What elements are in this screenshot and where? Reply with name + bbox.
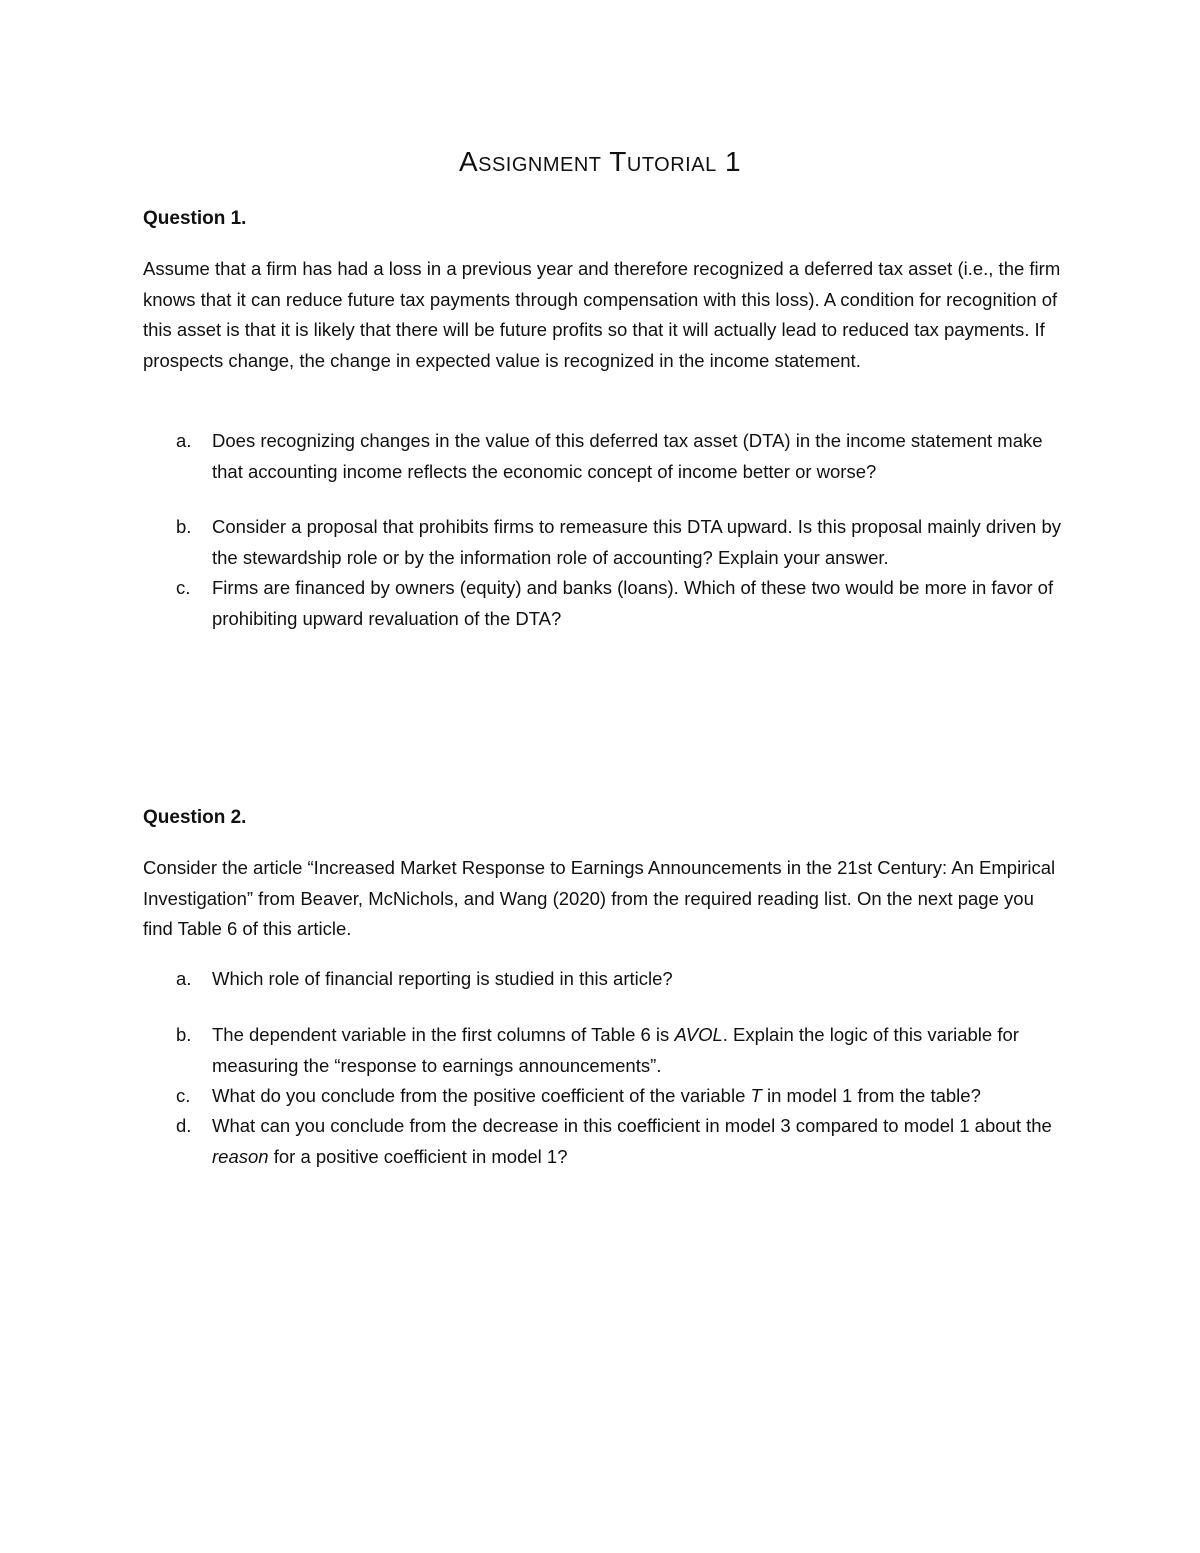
item-text: Which role of financial reporting is studied in this article? (212, 968, 673, 989)
item-letter: a. (176, 430, 192, 451)
item-text-emphasis: AVOL (674, 1024, 723, 1045)
question-1-heading: Question 1. (143, 208, 247, 229)
item-text-emphasis: T (750, 1085, 762, 1106)
item-letter: c. (176, 1085, 191, 1106)
item-text (212, 1081, 1062, 1112)
item-text: Firms are financed by owners (equity) and banks (loans). Which of these two would be more in favor of prohibiting upward revaluation of the DTA? (212, 577, 1054, 629)
document-title: Assignment Tutorial 1 (458, 146, 742, 177)
item-letter: b. (176, 516, 192, 537)
question-2-heading: Question 2. (143, 807, 247, 828)
item-letter: d. (176, 1115, 192, 1136)
item-text-after: . Explain the logic of this variable for measuring the “response to earnings announcements”. (212, 1024, 1019, 1076)
item-text-before: What can you conclude from the decrease in this coefficient in model 3 compared to model 1 about the (212, 1115, 1052, 1136)
item-text: Does recognizing changes in the value of this deferred tax asset (DTA) in the income statement make that accounting income reflects the economic concept of income better or worse? (212, 430, 1043, 482)
item-text: Consider a proposal that prohibits firms to remeasure this DTA upward. Is this proposal mainly driven by the stewardship role or by the information role of accounting? Explain your answer. (212, 516, 1061, 568)
item-text-before: The dependent variable in the first columns of Table 6 is (212, 1024, 675, 1045)
item-text-emphasis: reason (212, 1145, 269, 1167)
question-2-intro: Consider the article “Increased Market Response to Earnings Announcements in the 21st Century: An Empirical Investigation” from Beaver, McNichols, and Wang (2020) from the required reading list. On the next page you find Table 6 of this article. (143, 857, 1056, 939)
item-text-before: What do you conclude from the positive coefficient of the variable (212, 1085, 751, 1106)
question-1-intro: Assume that a firm has had a loss in a previous year and therefore recognized a deferred tax asset (i.e., the firm knows that it can reduce future tax payments through compensation with this loss). A condition for recognition of this asset is that it is likely that there will be future profits so that it will actually lead to reduced tax payments. If prospects change, the change in expected value is recognized in the income statement. (143, 258, 1061, 371)
item-text (212, 1111, 1062, 1172)
item-text (212, 1020, 1062, 1081)
item-letter: a. (176, 968, 192, 989)
item-text-after: in model 1 from the table? (761, 1085, 981, 1106)
item-text-after: for a positive coefficient in model 1? (268, 1145, 568, 1167)
item-letter: b. (176, 1024, 192, 1045)
item-letter: c. (176, 577, 191, 598)
